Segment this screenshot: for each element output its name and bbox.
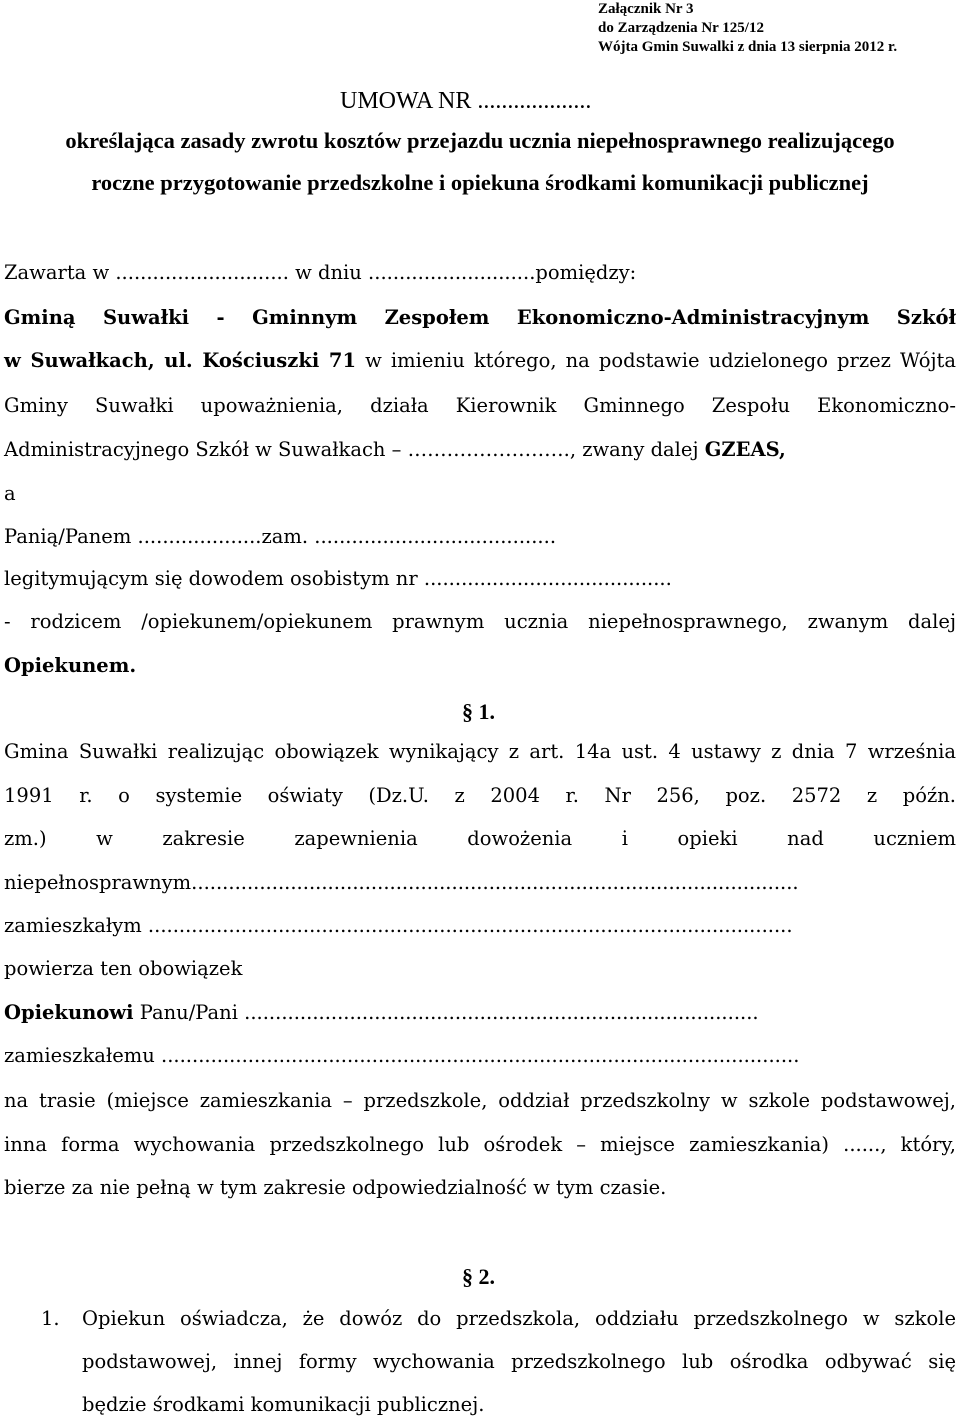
section-1-line: na trasie (miejsce zamieszkania – przedszkole, oddział przedszkolny w szkole podstawowej, xyxy=(4,1089,956,1112)
intro-text: , zwany dalej xyxy=(569,438,705,461)
intro-line: - rodzicem /opiekunem/opiekunem prawnym ucznia niepełnosprawnego, zwanym dalej xyxy=(4,610,956,633)
section-2-line: Opiekun oświadcza, że dowóz do przedszkola, oddziału przedszkolnego w szkole xyxy=(82,1307,956,1330)
section-1-line: 1991 r. o systemie oświaty (Dz.U. z 2004 r. Nr 256, poz. 2572 z późn. xyxy=(4,784,956,807)
document-subtitle-line: roczne przygotowanie przedszkolne i opiekuna środkami komunikacji publicznej xyxy=(91,170,869,195)
section-1-line: niepełnosprawnym.................................................................................................. xyxy=(4,871,799,894)
section-1-line: powierza ten obowiązek xyxy=(4,957,243,980)
section-1-line: Gmina Suwałki realizując obowiązek wynikający z art. 14a ust. 4 ustawy z dnia 7 września xyxy=(4,740,956,763)
document-subtitle-line: określająca zasady zwrotu kosztów przejazdu ucznia niepełnosprawnego realizującego xyxy=(65,128,895,153)
section-1-line: inna forma wychowania przedszkolnego lub ośrodek – miejsce zamieszkania) ......, który, xyxy=(4,1133,956,1156)
section-1-line: bierze za nie pełną w tym zakresie odpowiedzialność w tym czasie. xyxy=(4,1176,667,1199)
intro-line xyxy=(4,346,956,376)
document-title: UMOWA NR ................... xyxy=(340,88,592,114)
intro-line: Gminą Suwałki - Gminnym Zespołem Ekonomiczno-Administracyjnym Szkół xyxy=(4,306,956,329)
section-1-line: zamieszkałym ........................................................................................................ xyxy=(4,914,793,937)
section-1-mark: § 1. xyxy=(462,699,495,724)
intro-line: Panią/Panem ....................zam. ....................................... xyxy=(4,525,557,548)
intro-line: legitymującym się dowodem osobistym nr ........................................ xyxy=(4,567,672,590)
header-note-line: Załącznik Nr 3 xyxy=(598,1,694,17)
intro-line: a xyxy=(4,482,16,505)
intro-text: w imieniu którego, na podstawie udzielonego przez Wójta xyxy=(356,349,956,372)
intro-bold-text: w Suwałkach, ul. Kościuszki 71 xyxy=(4,349,357,372)
header-note-line: Wójta Gmin Suwalki z dnia 13 sierpnia 2012 r. xyxy=(598,39,898,55)
section-1-line xyxy=(4,998,956,1028)
intro-line xyxy=(4,435,956,465)
list-item-number: 1. xyxy=(41,1307,60,1330)
header-note xyxy=(598,0,897,57)
gzeas-label: GZEAS, xyxy=(704,438,786,461)
section-2-mark: § 2. xyxy=(462,1264,495,1289)
intro-text: Administracyjnego Szkół w Suwałkach – ……………………. xyxy=(4,438,570,461)
section-1-text: Panu/Pani ................................................................................... xyxy=(133,1001,759,1024)
intro-line: Gminy Suwałki upoważnienia, działa Kierownik Gminnego Zespołu Ekonomiczno- xyxy=(4,394,956,417)
opiekunowi-label: Opiekunowi xyxy=(4,1001,134,1024)
section-1-line: zm.) w zakresie zapewnienia dowożenia i opieki nad uczniem xyxy=(4,827,956,850)
header-note-line: do Zarządzenia Nr 125/12 xyxy=(598,20,764,36)
section-1-line: zamieszkałemu ....................................................................................................... xyxy=(4,1044,800,1067)
section-2-line: podstawowej, innej formy wychowania przedszkolnego lub ośrodka odbywać się xyxy=(82,1350,956,1373)
intro-line: Zawarta w ............................ w dniu ...........................pomiędzy: xyxy=(4,261,637,284)
intro-line: Opiekunem. xyxy=(4,654,137,677)
section-2-line: będzie środkami komunikacji publicznej. xyxy=(82,1393,485,1416)
